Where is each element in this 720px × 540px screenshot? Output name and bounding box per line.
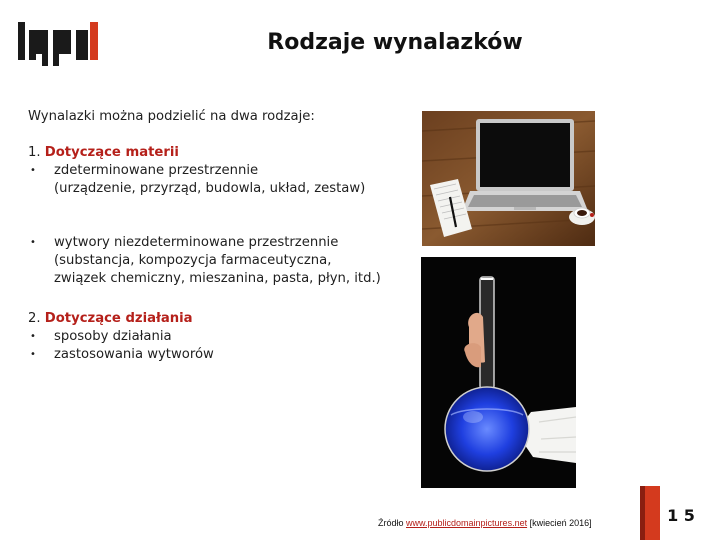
section-2-number: 2. [28,311,41,326]
bullet-line: (substancja, kompozycja farmaceutyczna, [54,253,332,268]
footer-prefix: Źródło [378,518,407,528]
source-link[interactable]: www.publicdomainpictures.net [406,518,528,528]
section-1-number: 1. [28,145,41,160]
accent-bar-shadow [640,486,645,540]
section-1-label: Dotyczące materii [44,145,179,160]
page-number: 1 5 [667,506,695,525]
flask-photo [421,257,576,488]
section-2-label: Dotyczące działania [44,311,193,326]
slide-content [28,108,428,364]
intro-text: Wynalazki można podzielić na dwa rodzaje: [28,109,315,124]
bullet-item [28,162,428,198]
bullet-dot-icon: • [30,349,36,360]
slide-title: Rodzaje wynalazków [267,30,523,55]
bullet-line: zdeterminowane przestrzennie [54,163,259,178]
section-2-heading [28,310,428,328]
bullet-line: wytwory niezdeterminowane przestrzennie [54,235,339,250]
bullet-item [28,328,428,346]
bullet-line: sposoby działania [54,329,172,344]
bullet-item [28,346,428,364]
bullet-dot-icon: • [30,237,36,248]
bullet-line: (urządzenie, przyrząd, budowla, układ, zestaw) [54,181,366,196]
bullet-dot-icon: • [30,331,36,342]
bullet-line: zastosowania wytworów [54,347,214,362]
laptop-photo [422,111,595,246]
section-1-heading [28,144,428,162]
footer-suffix: [kwiecień 2016] [527,518,592,528]
bullet-line: związek chemiczny, mieszanina, pasta, płyn, itd.) [54,271,381,286]
source-footer [378,518,592,528]
bullet-item [28,234,428,288]
bullet-dot-icon: • [30,165,36,176]
